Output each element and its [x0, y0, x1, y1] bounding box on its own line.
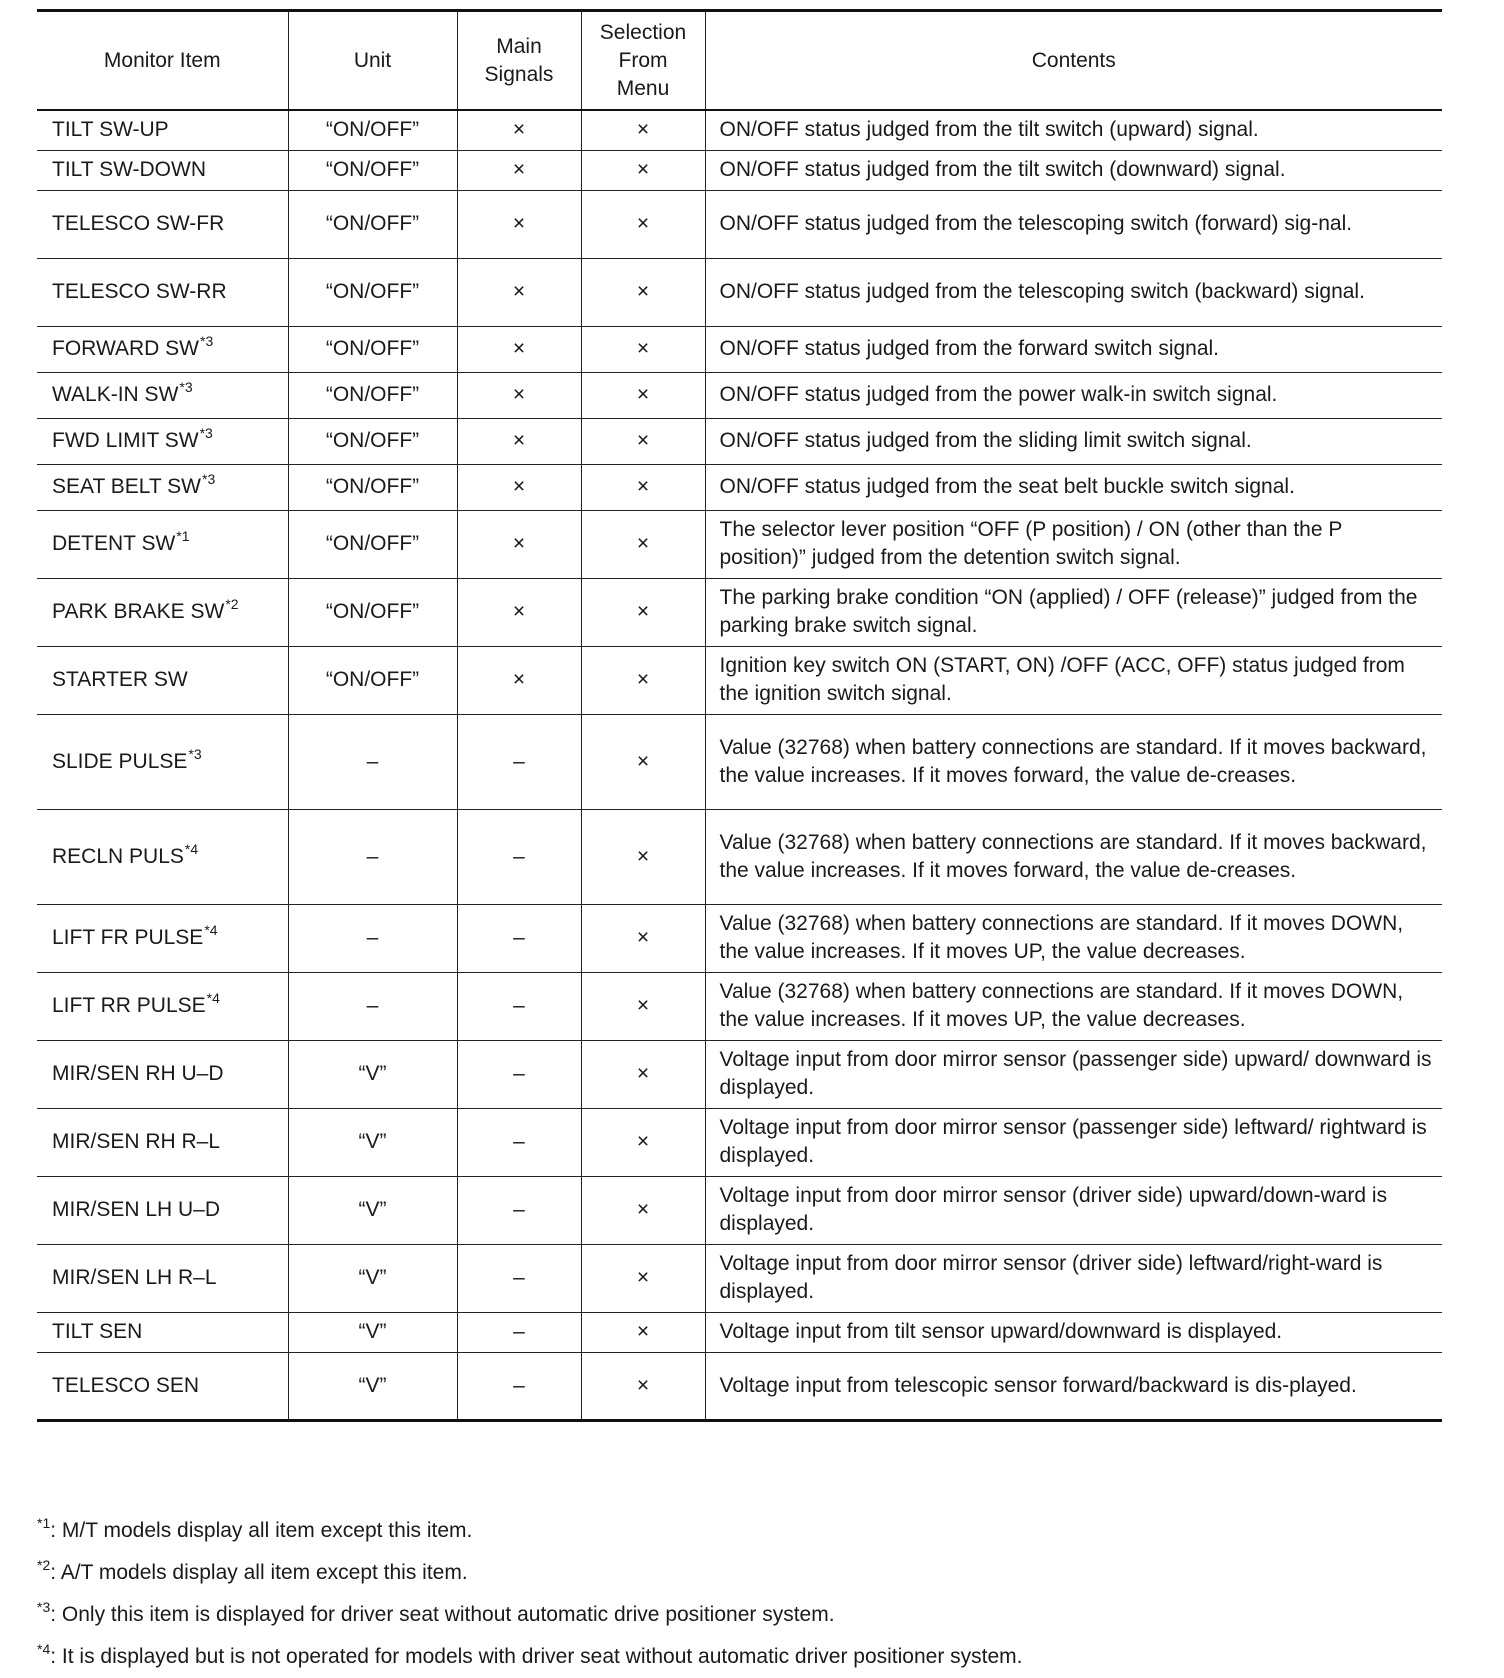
header-selection-from-menu	[581, 11, 705, 111]
unit-cell: “ON/OFF”	[288, 190, 457, 258]
selection-from-menu-cell: ×	[581, 809, 705, 904]
monitor-item-cell	[37, 372, 288, 418]
selection-from-menu-cell: ×	[581, 1312, 705, 1352]
footnote-mark: *2	[37, 1557, 51, 1573]
selection-from-menu-cell: ×	[581, 326, 705, 372]
unit-cell: “V”	[288, 1176, 457, 1244]
unit-cell: –	[288, 904, 457, 972]
main-signals-cell: ×	[457, 150, 581, 190]
unit-cell: “ON/OFF”	[288, 578, 457, 646]
table-row	[37, 326, 1442, 372]
contents-cell: Value (32768) when battery connections are standard. If it moves DOWN, the value increases. If it moves UP, the value decreases.	[705, 972, 1442, 1040]
selection-from-menu-cell: ×	[581, 972, 705, 1040]
table-row	[37, 372, 1442, 418]
header-selection-line-1: Selection	[599, 20, 687, 44]
monitor-item-name: WALK-IN SW	[52, 383, 179, 406]
unit-cell: –	[288, 714, 457, 809]
monitor-item-cell	[37, 110, 288, 150]
main-signals-cell: ×	[457, 326, 581, 372]
monitor-item-cell	[37, 418, 288, 464]
monitor-item-cell	[37, 1244, 288, 1312]
contents-cell: ON/OFF status judged from the seat belt buckle switch signal.	[705, 464, 1442, 510]
table-row	[37, 418, 1442, 464]
selection-from-menu-cell: ×	[581, 418, 705, 464]
footnotes	[37, 1509, 1457, 1677]
unit-cell: “V”	[288, 1244, 457, 1312]
contents-cell: The selector lever position “OFF (P position) / ON (other than the P position)” judged from the detention switch signal.	[705, 510, 1442, 578]
monitor-item-cell	[37, 646, 288, 714]
header-monitor-item: Monitor Item	[37, 11, 288, 111]
main-signals-cell: –	[457, 1312, 581, 1352]
table-row	[37, 714, 1442, 809]
table-row	[37, 1176, 1442, 1244]
monitor-item-name: MIR/SEN LH R–L	[52, 1266, 217, 1289]
table-row	[37, 578, 1442, 646]
contents-cell: Value (32768) when battery connections are standard. If it moves backward, the value increases. If it moves forward, the value de-creases.	[705, 809, 1442, 904]
main-signals-cell: –	[457, 904, 581, 972]
table-row	[37, 809, 1442, 904]
selection-from-menu-cell: ×	[581, 578, 705, 646]
footnote-text: : It is displayed but is not operated for models with driver seat without automatic driver positioner system.	[50, 1645, 1023, 1668]
footnote	[37, 1593, 1457, 1635]
main-signals-cell: ×	[457, 510, 581, 578]
monitor-item-name: MIR/SEN LH U–D	[52, 1198, 221, 1221]
monitor-item-cell	[37, 1108, 288, 1176]
footnote-mark: *3	[37, 1599, 51, 1615]
table-row	[37, 972, 1442, 1040]
footnote-text: : Only this item is displayed for driver seat without automatic drive positioner system.	[50, 1603, 835, 1626]
footnote-reference: *3	[202, 471, 216, 487]
unit-cell: “ON/OFF”	[288, 464, 457, 510]
monitor-item-name: LIFT RR PULSE	[52, 994, 206, 1017]
table-row	[37, 510, 1442, 578]
monitor-item-cell	[37, 1352, 288, 1420]
main-signals-cell: –	[457, 714, 581, 809]
footnote-reference: *4	[184, 840, 199, 857]
header-main-signals-line-1: Main	[496, 34, 542, 58]
monitor-item-name: TELESCO SW-FR	[52, 212, 225, 235]
selection-from-menu-cell: ×	[581, 714, 705, 809]
monitor-item-name: TILT SW-UP	[52, 118, 169, 142]
monitor-item-name: TELESCO SEN	[52, 1373, 200, 1397]
selection-from-menu-cell: ×	[581, 258, 705, 326]
monitor-item-name: RECLN PULS	[52, 844, 184, 868]
main-signals-cell: ×	[457, 190, 581, 258]
main-signals-cell: –	[457, 1176, 581, 1244]
monitor-item-name: FORWARD SW	[52, 337, 199, 360]
monitor-item-name: TILT SEN	[52, 1320, 143, 1343]
monitor-item-name: PARK BRAKE SW	[52, 600, 225, 623]
unit-cell: “ON/OFF”	[288, 326, 457, 372]
monitor-item-name: STARTER SW	[52, 668, 188, 691]
contents-cell: Voltage input from door mirror sensor (driver side) upward/down-ward is displayed.	[705, 1176, 1442, 1244]
contents-cell: ON/OFF status judged from the forward switch signal.	[705, 326, 1442, 372]
footnote-text: : M/T models display all item except this item.	[50, 1519, 473, 1542]
contents-cell: Value (32768) when battery connections are standard. If it moves backward, the value increases. If it moves forward, the value de-creases.	[705, 714, 1442, 809]
header-main-signals-line-2: Signals	[484, 62, 554, 86]
contents-cell: ON/OFF status judged from the sliding limit switch signal.	[705, 418, 1442, 464]
monitor-item-name: SEAT BELT SW	[52, 475, 201, 498]
unit-cell: “ON/OFF”	[288, 646, 457, 714]
selection-from-menu-cell: ×	[581, 1040, 705, 1108]
header-main-signals	[457, 11, 581, 111]
monitor-item-cell	[37, 510, 288, 578]
main-signals-cell: ×	[457, 464, 581, 510]
footnote-mark: *1	[37, 1515, 51, 1531]
unit-cell: “ON/OFF”	[288, 110, 457, 150]
monitor-item-name: SLIDE PULSE	[52, 749, 188, 773]
contents-cell: Voltage input from door mirror sensor (driver side) leftward/right-ward is displayed.	[705, 1244, 1442, 1312]
contents-cell: Voltage input from tilt sensor upward/downward is displayed.	[705, 1312, 1442, 1352]
main-signals-cell: –	[457, 809, 581, 904]
header-selection-line-3: Menu	[616, 76, 670, 100]
monitor-item-table	[37, 9, 1442, 1422]
unit-cell: “ON/OFF”	[288, 258, 457, 326]
main-signals-cell: ×	[457, 258, 581, 326]
monitor-item-cell	[37, 326, 288, 372]
unit-cell: –	[288, 972, 457, 1040]
footnote-reference: *3	[188, 745, 202, 762]
main-signals-cell: ×	[457, 578, 581, 646]
footnote-reference: *3	[199, 425, 213, 441]
table-row	[37, 1108, 1442, 1176]
table-row	[37, 1352, 1442, 1420]
unit-cell: “ON/OFF”	[288, 418, 457, 464]
unit-cell: “ON/OFF”	[288, 372, 457, 418]
monitor-item-cell	[37, 904, 288, 972]
main-signals-cell: ×	[457, 418, 581, 464]
selection-from-menu-cell: ×	[581, 510, 705, 578]
contents-cell: ON/OFF status judged from the tilt switch (upward) signal.	[705, 110, 1442, 150]
monitor-item-name: TELESCO SW-RR	[52, 280, 227, 303]
footnote	[37, 1635, 1457, 1677]
footnote-reference: *3	[200, 333, 214, 349]
monitor-item-cell	[37, 1040, 288, 1108]
selection-from-menu-cell: ×	[581, 1108, 705, 1176]
monitor-item-name: FWD LIMIT SW	[52, 429, 199, 452]
monitor-item-cell	[37, 714, 288, 809]
monitor-item-name: MIR/SEN RH U–D	[52, 1062, 224, 1085]
contents-cell: ON/OFF status judged from the telescoping switch (forward) sig-nal.	[705, 190, 1442, 258]
footnote-text: : A/T models display all item except this item.	[50, 1561, 468, 1584]
main-signals-cell: –	[457, 1244, 581, 1312]
contents-cell: Voltage input from telescopic sensor forward/backward is dis-played.	[705, 1352, 1442, 1420]
monitor-item-cell	[37, 464, 288, 510]
table-body	[37, 110, 1442, 1420]
table-row	[37, 904, 1442, 972]
table-row	[37, 150, 1442, 190]
footnote-reference: *3	[179, 379, 193, 395]
monitor-item-cell	[37, 258, 288, 326]
main-signals-cell: –	[457, 1040, 581, 1108]
table-row	[37, 646, 1442, 714]
unit-cell: “ON/OFF”	[288, 150, 457, 190]
monitor-item-cell	[37, 972, 288, 1040]
unit-cell: “V”	[288, 1108, 457, 1176]
contents-cell: ON/OFF status judged from the telescoping switch (backward) signal.	[705, 258, 1442, 326]
main-signals-cell: –	[457, 972, 581, 1040]
header-contents: Contents	[705, 11, 1442, 111]
main-signals-cell: ×	[457, 372, 581, 418]
footnote-reference: *2	[225, 596, 239, 612]
header-selection-line-2: From	[618, 48, 668, 72]
unit-cell: “V”	[288, 1312, 457, 1352]
contents-cell: The parking brake condition “ON (applied) / OFF (release)” judged from the parking brake switch signal.	[705, 578, 1442, 646]
table-header-row	[37, 11, 1442, 111]
table-row	[37, 110, 1442, 150]
table-row	[37, 464, 1442, 510]
table-row	[37, 1040, 1442, 1108]
main-signals-cell: –	[457, 1352, 581, 1420]
selection-from-menu-cell: ×	[581, 646, 705, 714]
unit-cell: –	[288, 809, 457, 904]
monitor-item-cell	[37, 809, 288, 904]
selection-from-menu-cell: ×	[581, 110, 705, 150]
selection-from-menu-cell: ×	[581, 1244, 705, 1312]
header-unit: Unit	[288, 11, 457, 111]
footnote-mark: *4	[37, 1641, 51, 1657]
main-signals-cell: –	[457, 1108, 581, 1176]
monitor-item-name: LIFT FR PULSE	[52, 926, 204, 949]
monitor-item-cell	[37, 1312, 288, 1352]
table-row	[37, 1244, 1442, 1312]
unit-cell: “V”	[288, 1352, 457, 1420]
unit-cell: “V”	[288, 1040, 457, 1108]
main-signals-cell: ×	[457, 110, 581, 150]
contents-cell: Ignition key switch ON (START, ON) /OFF (ACC, OFF) status judged from the ignition switch signal.	[705, 646, 1442, 714]
contents-cell: Voltage input from door mirror sensor (passenger side) leftward/ rightward is displayed.	[705, 1108, 1442, 1176]
table-row	[37, 190, 1442, 258]
selection-from-menu-cell: ×	[581, 464, 705, 510]
selection-from-menu-cell: ×	[581, 1176, 705, 1244]
monitor-item-cell	[37, 190, 288, 258]
contents-cell: Voltage input from door mirror sensor (passenger side) upward/ downward is displayed.	[705, 1040, 1442, 1108]
monitor-item-cell	[37, 578, 288, 646]
selection-from-menu-cell: ×	[581, 372, 705, 418]
monitor-item-cell	[37, 1176, 288, 1244]
selection-from-menu-cell: ×	[581, 1352, 705, 1420]
selection-from-menu-cell: ×	[581, 150, 705, 190]
footnote	[37, 1509, 1457, 1551]
table-row	[37, 258, 1442, 326]
footnote-reference: *4	[204, 922, 218, 938]
monitor-item-name: TILT SW-DOWN	[52, 158, 206, 181]
selection-from-menu-cell: ×	[581, 904, 705, 972]
selection-from-menu-cell: ×	[581, 190, 705, 258]
contents-cell: ON/OFF status judged from the power walk-in switch signal.	[705, 372, 1442, 418]
monitor-item-cell	[37, 150, 288, 190]
monitor-item-name: DETENT SW	[52, 532, 176, 555]
unit-cell: “ON/OFF”	[288, 510, 457, 578]
contents-cell: ON/OFF status judged from the tilt switch (downward) signal.	[705, 150, 1442, 190]
monitor-item-name: MIR/SEN RH R–L	[52, 1130, 221, 1153]
footnote	[37, 1551, 1457, 1593]
contents-cell: Value (32768) when battery connections are standard. If it moves DOWN, the value increases. If it moves UP, the value decreases.	[705, 904, 1442, 972]
footnote-reference: *1	[176, 528, 190, 544]
footnote-reference: *4	[206, 990, 220, 1006]
table-row	[37, 1312, 1442, 1352]
main-signals-cell: ×	[457, 646, 581, 714]
